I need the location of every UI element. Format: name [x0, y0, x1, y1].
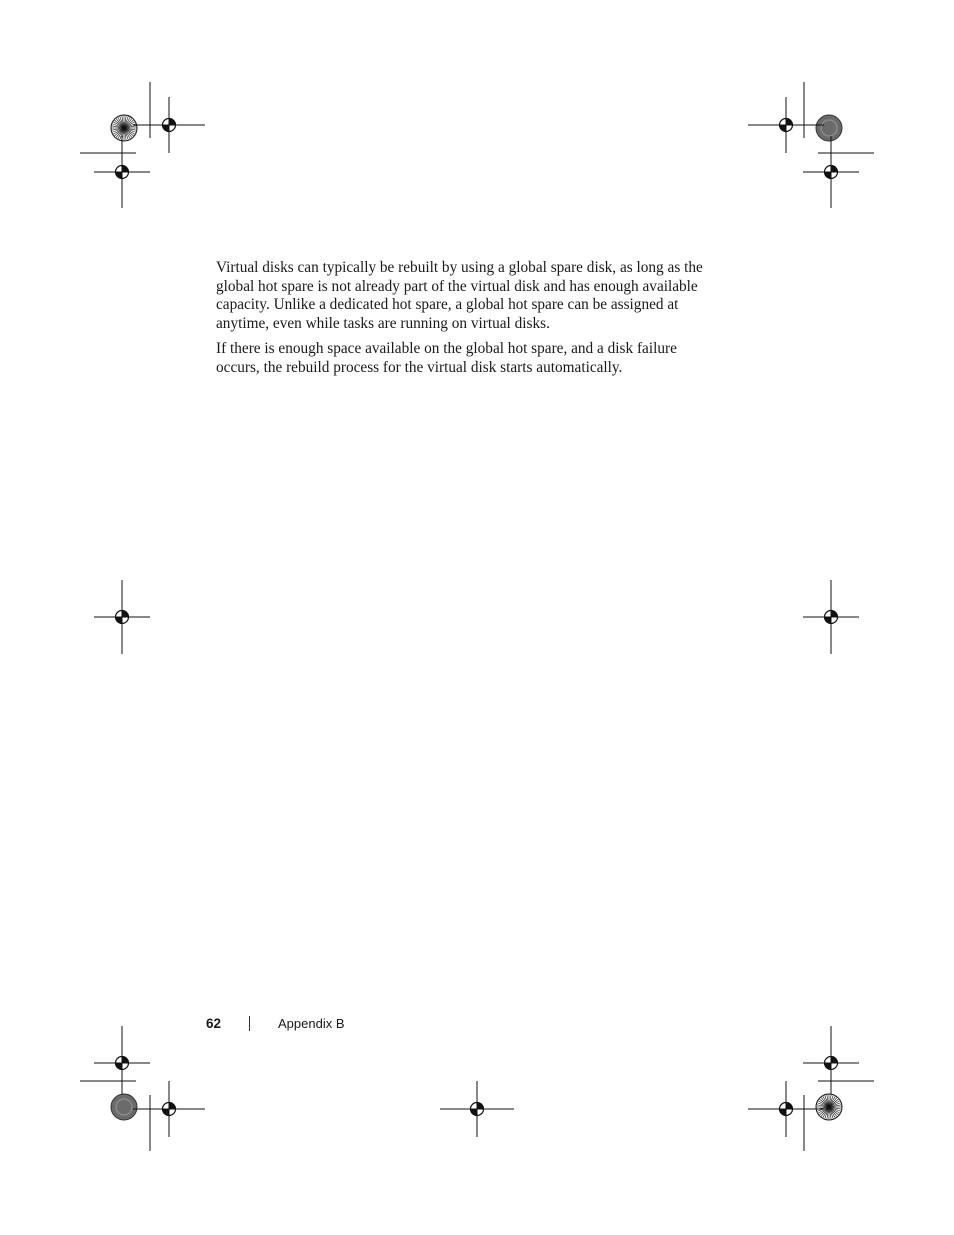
body-paragraph-1: Virtual disks can typically be rebuilt by using a global spare disk, as long as the global hot spare is not already part of the virtual disk and has enough available capacity. Unlike a dedicated hot spare, a global hot spare can be assigned at anytime, even while tasks are running on virtual disks. — [216, 259, 703, 333]
registration-target-icon — [803, 580, 859, 654]
registration-target-icon — [94, 1026, 150, 1100]
registration-target-icon — [94, 580, 150, 654]
registration-target-icon — [440, 1081, 514, 1137]
starburst-mark-icon — [816, 1094, 842, 1120]
starburst-mark-icon — [111, 115, 137, 141]
footer-divider — [249, 1016, 250, 1031]
registration-target-icon — [748, 1081, 824, 1137]
registration-target-icon — [94, 136, 150, 208]
page-number: 62 — [206, 1016, 222, 1031]
registration-target-icon — [748, 97, 824, 153]
body-paragraph-2: If there is enough space available on the global hot spare, and a disk failure occurs, the rebuild process for the virtual disk starts automatically. — [216, 340, 677, 376]
registration-target-icon — [133, 1081, 205, 1137]
page-footer — [0, 1015, 954, 1035]
gray-density-mark-icon — [816, 115, 842, 141]
gray-density-mark-icon — [111, 1094, 137, 1120]
registration-target-icon — [803, 1026, 859, 1100]
registration-target-icon — [133, 97, 205, 153]
registration-target-icon — [803, 136, 859, 208]
footer-section-label: Appendix B — [278, 1016, 345, 1031]
